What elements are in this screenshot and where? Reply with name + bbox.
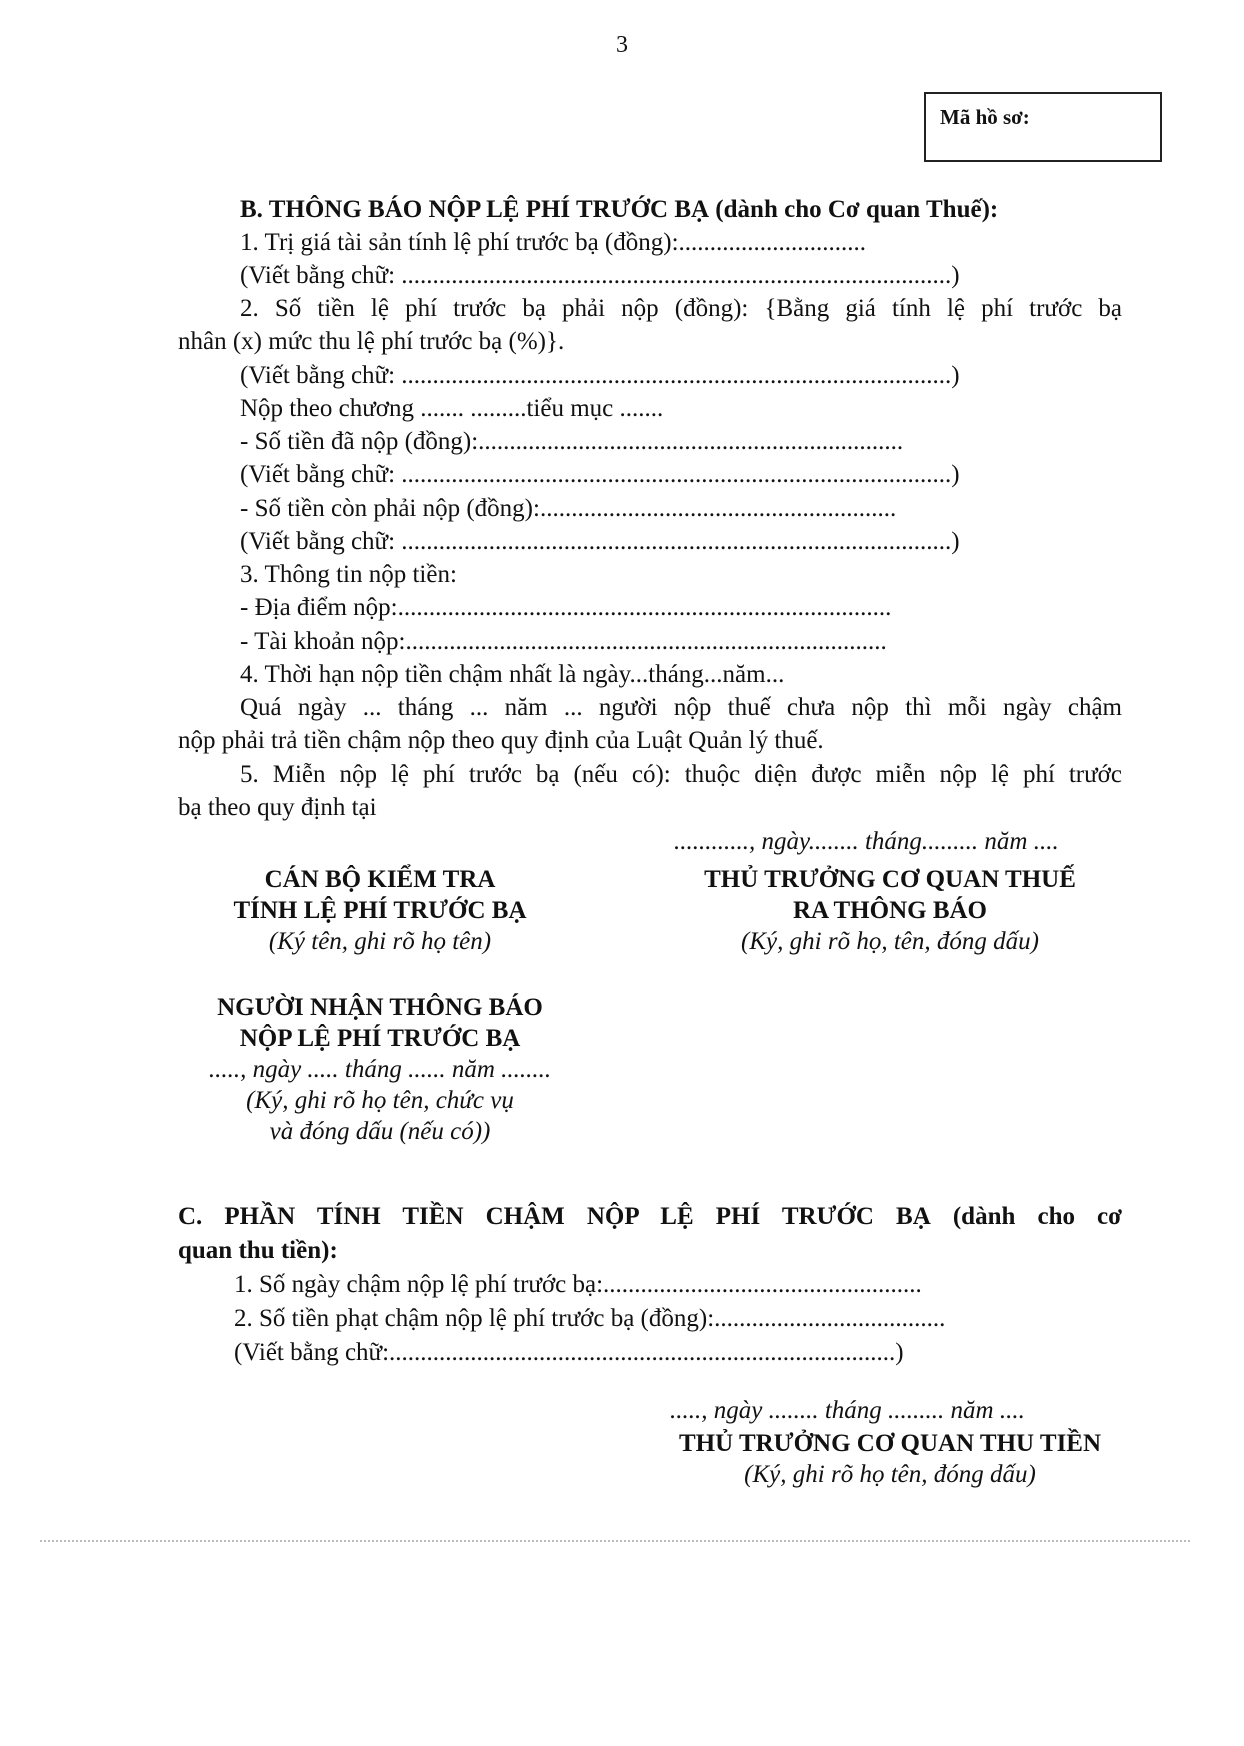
section-b-location-line: - Địa điểm nộp:............................................................................... bbox=[240, 594, 892, 621]
section-b-paid-line: - Số tiền đã nộp (đồng):.................................................................... bbox=[240, 428, 904, 455]
receiver-note-2: và đóng dấu (nếu có)) bbox=[269, 1118, 491, 1145]
section-b-date-line: ............, ngày........ tháng......... năm .... bbox=[674, 828, 1059, 855]
section-b-account-line: - Tài khoản nộp:............................................................................. bbox=[240, 628, 887, 655]
section-c-date-line: ....., ngày ........ tháng ......... năm .... bbox=[670, 1397, 1025, 1424]
receiver-signature-block bbox=[160, 992, 600, 1147]
section-b-line2b: nhân (x) mức thu lệ phí trước bạ (%)}. bbox=[178, 328, 565, 355]
section-b-line4: 4. Thời hạn nộp tiền chậm nhất là ngày...tháng...năm... bbox=[240, 661, 785, 688]
section-b-line3: 3. Thông tin nộp tiền: bbox=[240, 561, 457, 588]
inspector-title-1: CÁN BỘ KIỂM TRA bbox=[264, 866, 496, 893]
section-b-line5a: 5. Miễn nộp lệ phí trước bạ (nếu có): thuộc diện được miễn nộp lệ phí trước bbox=[240, 761, 1122, 788]
receiver-title-2: NỘP LỆ PHÍ TRƯỚC BẠ bbox=[239, 1025, 521, 1052]
section-c-line2: 2. Số tiền phạt chậm nộp lệ phí trước bạ (đồng):..................................... bbox=[234, 1305, 946, 1332]
section-b-paid-words: (Viết bằng chữ: ........................................................................................) bbox=[240, 461, 960, 488]
section-b-remaining-words: (Viết bằng chữ: ........................................................................................) bbox=[240, 528, 960, 555]
section-c-line1: 1. Số ngày chậm nộp lệ phí trước bạ:................................................... bbox=[234, 1271, 922, 1298]
inspector-signature-block bbox=[170, 864, 590, 957]
section-c-title-a: C. PHẦN TÍNH TIỀN CHẬM NỘP LỆ PHÍ TRƯỚC BẠ (dành cho cơ bbox=[178, 1203, 1122, 1230]
section-b-line5b: bạ theo quy định tại bbox=[178, 794, 377, 821]
page-number: 3 bbox=[616, 32, 628, 58]
tax-head-title-1: THỦ TRƯỞNG CƠ QUAN THUẾ bbox=[704, 866, 1076, 893]
collection-head-title: THỦ TRƯỞNG CƠ QUAN THU TIỀN bbox=[678, 1430, 1102, 1457]
receiver-title-1: NGƯỜI NHẬN THÔNG BÁO bbox=[217, 994, 543, 1021]
inspector-note: (Ký tên, ghi rõ họ tên) bbox=[268, 928, 492, 955]
tax-head-title-2: RA THÔNG BÁO bbox=[792, 897, 988, 924]
receiver-note-1: (Ký, ghi rõ họ tên, chức vụ bbox=[246, 1087, 514, 1114]
section-b-line2-words: (Viết bằng chữ: ........................................................................................) bbox=[240, 362, 960, 389]
receiver-date: ....., ngày ..... tháng ...... năm ........ bbox=[208, 1056, 552, 1083]
section-b-line1-words: (Viết bằng chữ: ........................................................................................) bbox=[240, 262, 960, 289]
tax-head-note: (Ký, ghi rõ họ, tên, đóng dấu) bbox=[741, 928, 1039, 955]
section-b-title: B. THÔNG BÁO NỘP LỆ PHÍ TRƯỚC BẠ (dành cho Cơ quan Thuế): bbox=[240, 196, 999, 223]
scan-noise-line bbox=[40, 1540, 1190, 1544]
section-b-remaining-line: - Số tiền còn phải nộp (đồng):......................................................... bbox=[240, 495, 897, 522]
section-c-line2-words: (Viết bằng chữ:.................................................................................) bbox=[234, 1339, 904, 1366]
inspector-title-2: TÍNH LỆ PHÍ TRƯỚC BẠ bbox=[233, 897, 527, 924]
file-code-box bbox=[924, 92, 1162, 162]
section-c-title-b: quan thu tiền): bbox=[178, 1237, 338, 1264]
section-b-overdue-b: nộp phải trả tiền chậm nộp theo quy định của Luật Quản lý thuế. bbox=[178, 727, 824, 754]
section-b-line1: 1. Trị giá tài sản tính lệ phí trước bạ (đồng):.............................. bbox=[240, 229, 867, 256]
collection-head-signature-block bbox=[640, 1428, 1140, 1490]
tax-head-signature-block bbox=[640, 864, 1140, 957]
section-b-line2a: 2. Số tiền lệ phí trước bạ phải nộp (đồng): {Bằng giá tính lệ phí trước bạ bbox=[240, 295, 1122, 322]
section-b-chapter-line: Nộp theo chương ....... .........tiểu mục ....... bbox=[240, 395, 664, 422]
file-code-label: Mã hồ sơ: bbox=[940, 105, 1030, 129]
collection-head-note: (Ký, ghi rõ họ tên, đóng dấu) bbox=[744, 1461, 1036, 1488]
section-b-overdue-a: Quá ngày ... tháng ... năm ... người nộp thuế chưa nộp thì mỗi ngày chậm bbox=[240, 694, 1122, 721]
